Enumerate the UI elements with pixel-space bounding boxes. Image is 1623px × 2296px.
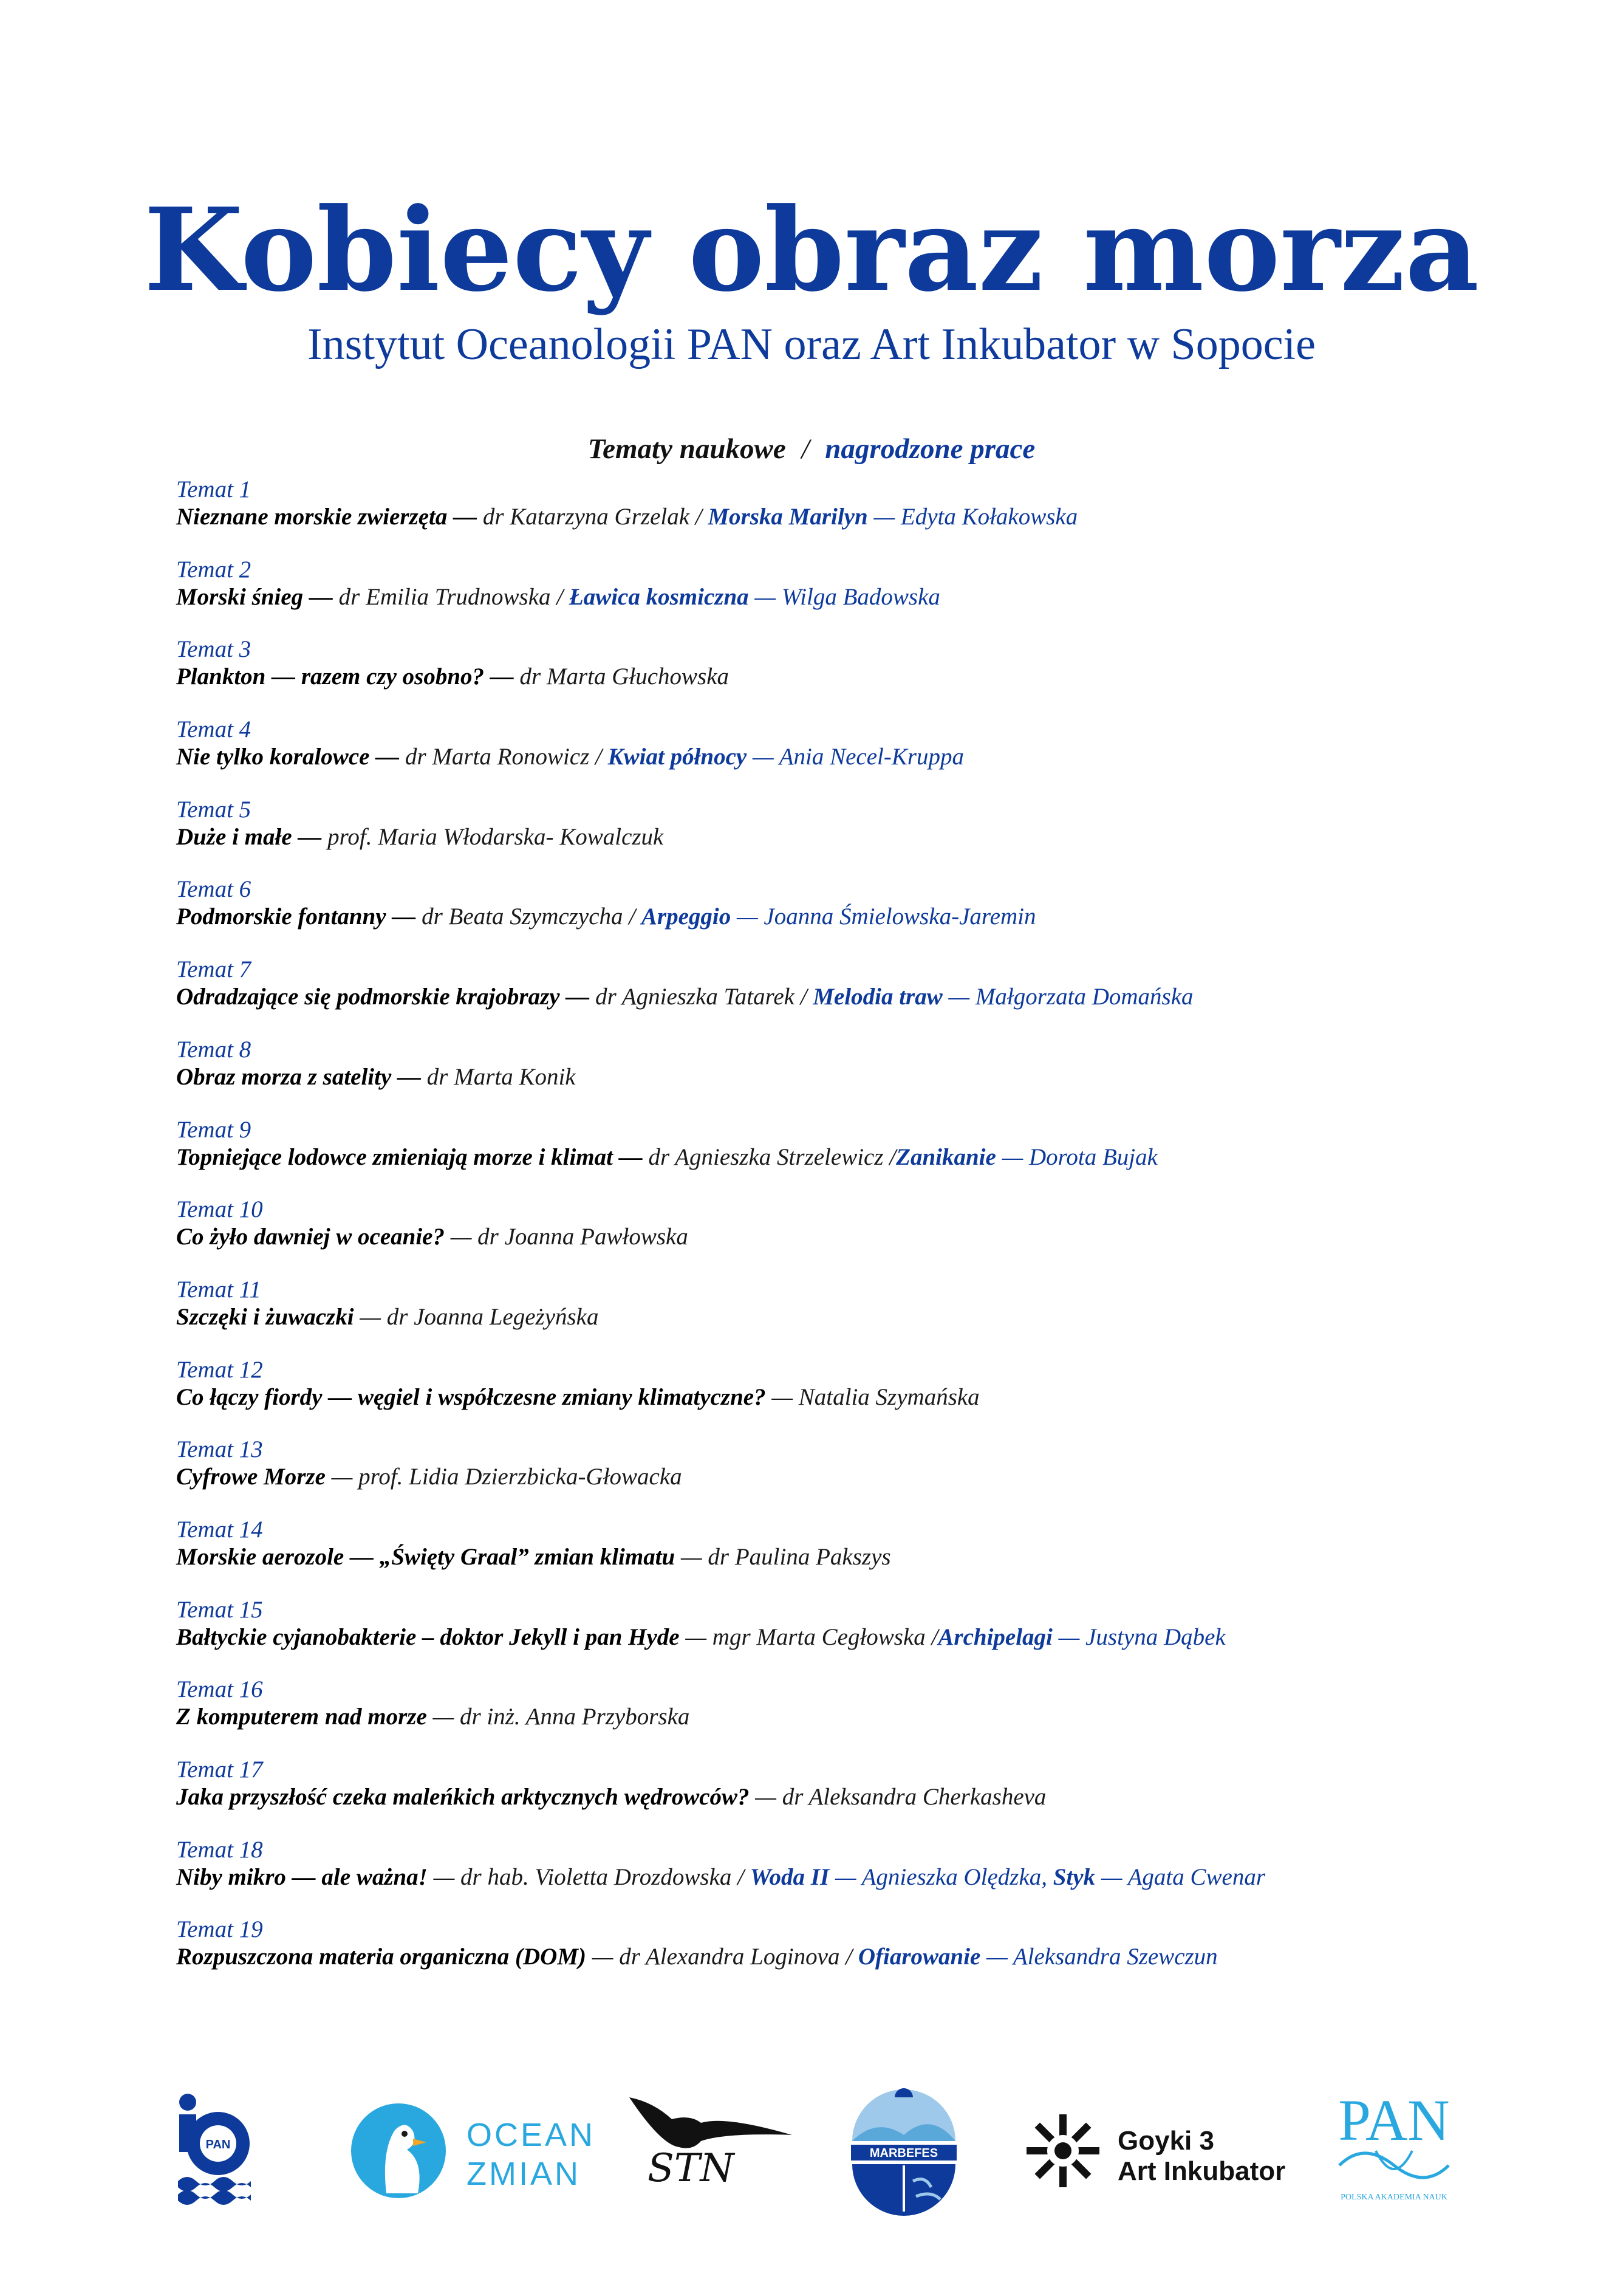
awarded-work — [938, 1624, 1225, 1650]
topic-item — [176, 1277, 1512, 1357]
topic-label: Temat 13 — [176, 1436, 263, 1463]
topic-author: — mgr Marta Cegłowska — [679, 1623, 926, 1650]
topic-label: Temat 9 — [176, 1116, 251, 1143]
topic-line — [176, 1063, 1512, 1091]
iopan-logo-text: PAN — [205, 2138, 231, 2151]
topic-author: dr Marta Ronowicz — [399, 744, 590, 770]
topic-label: Temat 3 — [176, 636, 251, 663]
stn-bird-logo — [626, 2090, 796, 2212]
topic-separator: / — [589, 744, 608, 770]
topic-label: Temat 18 — [176, 1836, 263, 1863]
topic-author: dr Marta Głuchowska — [513, 663, 729, 690]
topic-separator: / — [794, 984, 813, 1010]
awarded-work-title: Archipelagi — [938, 1623, 1053, 1650]
stn-logo-text: STN — [647, 2146, 734, 2191]
topic-line — [176, 1783, 1512, 1811]
ocean-zmian-logo — [351, 2090, 596, 2212]
topic-item — [176, 1117, 1512, 1197]
awarded-work — [750, 1864, 1265, 1890]
topic-line — [176, 1463, 1512, 1491]
awarded-work — [608, 744, 964, 770]
topic-label: Temat 7 — [176, 956, 251, 983]
pan-logo — [1327, 2090, 1461, 2212]
topic-item — [176, 1516, 1512, 1597]
iopan-logo — [172, 2090, 251, 2212]
topic-author: dr Agnieszka Tatarek — [589, 984, 794, 1010]
topic-line — [176, 743, 1512, 771]
topic-line — [176, 1543, 1512, 1571]
topic-title: Topniejące lodowce zmieniają morze i klimat — — [176, 1143, 643, 1170]
topic-title: Bałtyckie cyjanobakterie – doktor Jekyll i pan Hyde — [176, 1623, 680, 1650]
topic-label: Temat 19 — [176, 1916, 263, 1943]
goyki-logo-line2: Art Inkubator — [1118, 2156, 1286, 2186]
topic-item — [176, 1357, 1512, 1437]
topic-separator: / — [925, 1623, 938, 1650]
topic-title: Obraz morza z satelity — — [176, 1063, 422, 1090]
topic-label: Temat 6 — [176, 876, 251, 903]
awarded-work-title: Zanikanie — [896, 1143, 996, 1170]
topic-item — [176, 557, 1512, 637]
topic-author: dr Agnieszka Strzelewicz — [642, 1143, 884, 1170]
awarded-work-artist: — Wilga Badowska — [748, 583, 940, 610]
awarded-work-artist: — Dorota Bujak — [996, 1143, 1158, 1170]
topic-item — [176, 716, 1512, 797]
topic-line — [176, 583, 1512, 611]
awarded-work-title: Kwiat północy — [607, 744, 747, 770]
topic-line — [176, 1863, 1512, 1891]
topic-title: Nieznane morskie zwierzęta — — [176, 504, 477, 530]
topic-author: — prof. Lidia Dzierzbicka-Głowacka — [325, 1464, 682, 1490]
topic-line — [176, 1383, 1512, 1411]
topic-title: Jaka przyszłość czeka maleńkich arktycznych wędrowców? — [176, 1784, 750, 1810]
section-heading-left: Tematy naukowe — [587, 433, 786, 465]
topic-item — [176, 1837, 1512, 1917]
awarded-work-title: Woda II — [750, 1863, 830, 1890]
awarded-work-artist: — Ania Necel-Kruppa — [747, 744, 965, 770]
topic-label: Temat 14 — [176, 1516, 263, 1543]
topic-author: dr Katarzyna Grzelak — [477, 504, 690, 530]
topic-title: Duże i małe — — [176, 823, 322, 850]
awarded-work — [813, 984, 1193, 1010]
topic-item — [176, 1436, 1512, 1516]
topic-author: — dr Joanna Legeżyńska — [354, 1303, 599, 1330]
awarded-work — [896, 1144, 1158, 1170]
topic-line — [176, 1943, 1512, 1971]
page-subtitle: Instytut Oceanologii PAN oraz Art Inkubator w Sopocie — [307, 320, 1316, 369]
topic-label: Temat 2 — [176, 556, 251, 583]
topics-list — [176, 476, 1512, 1996]
topic-author: — dr hab. Violetta Drozdowska — [427, 1863, 732, 1890]
topic-separator: / — [623, 903, 641, 930]
topic-label: Temat 16 — [176, 1676, 263, 1703]
topic-title: Morskie aerozole — „Święty Graal” zmian klimatu — [176, 1543, 675, 1570]
section-heading — [0, 435, 1623, 464]
topic-item — [176, 956, 1512, 1037]
topic-title: Z komputerem nad morze — [176, 1704, 427, 1730]
topic-title: Cyfrowe Morze — [176, 1464, 326, 1490]
topic-label: Temat 12 — [176, 1356, 263, 1383]
topic-item — [176, 1196, 1512, 1277]
topic-author: — dr Aleksandra Cherkasheva — [749, 1784, 1047, 1810]
topic-line — [176, 1143, 1512, 1171]
topic-item — [176, 1037, 1512, 1117]
topic-label: Temat 15 — [176, 1596, 263, 1623]
topic-line — [176, 983, 1512, 1011]
topic-author: — dr Joanna Pawłowska — [445, 1224, 688, 1250]
awarded-work-title: Ławica kosmiczna — [569, 583, 749, 610]
topic-title: Podmorskie fontanny — — [176, 903, 416, 930]
topic-label: Temat 10 — [176, 1196, 263, 1223]
topic-author: — dr Alexandra Loginova — [586, 1944, 840, 1970]
ocean-logo-line1: OCEAN — [466, 2117, 596, 2153]
awarded-work-title: Styk — [1053, 1863, 1096, 1890]
topic-label: Temat 1 — [176, 476, 251, 502]
topic-line — [176, 903, 1512, 931]
topic-title: Szczęki i żuwaczki — [176, 1303, 354, 1330]
pan-logo-text: PAN — [1338, 2088, 1450, 2153]
section-heading-right: nagrodzone prace — [825, 433, 1036, 465]
awarded-work — [708, 504, 1078, 530]
topic-line — [176, 503, 1512, 531]
topic-line — [176, 1303, 1512, 1331]
awarded-work-artist: — Aleksandra Szewczun — [980, 1944, 1218, 1970]
marbefes-logo — [846, 2090, 962, 2212]
topic-label: Temat 5 — [176, 796, 251, 823]
topic-title: Morski śnieg — — [176, 583, 333, 610]
topic-title: Rozpuszczona materia organiczna (DOM) — [176, 1944, 587, 1970]
pan-logo-caption: POLSKA AKADEMIA NAUK — [1341, 2193, 1447, 2202]
topic-item — [176, 876, 1512, 956]
awarded-work — [569, 584, 940, 610]
topic-separator: / — [731, 1863, 750, 1890]
topic-label: Temat 11 — [176, 1276, 261, 1303]
topic-label: Temat 4 — [176, 716, 251, 743]
awarded-work-title: Morska Marilyn — [708, 504, 868, 530]
awarded-work-artist: — Małgorzata Domańska — [942, 984, 1194, 1010]
topic-title: Niby mikro — ale ważna! — [176, 1863, 428, 1890]
ocean-logo-line2: ZMIAN — [466, 2156, 581, 2192]
section-heading-separator: / — [801, 433, 810, 465]
topic-author: — dr Paulina Pakszys — [675, 1543, 891, 1570]
topic-separator: / — [839, 1944, 858, 1970]
topic-line — [176, 823, 1512, 851]
topic-title: Co żyło dawniej w oceanie? — [176, 1224, 445, 1250]
page-title: Kobiecy obraz morza — [143, 183, 1480, 317]
awarded-work-artist: — Justyna Dąbek — [1052, 1623, 1226, 1650]
topic-author: — dr inż. Anna Przyborska — [426, 1704, 690, 1730]
topic-line — [176, 1623, 1512, 1651]
topic-author: prof. Maria Włodarska- Kowalczuk — [321, 823, 664, 850]
topic-line — [176, 1223, 1512, 1251]
awarded-work-title: Arpeggio — [641, 903, 731, 930]
topic-author: dr Marta Konik — [421, 1063, 576, 1090]
awarded-work-artist: — Agnieszka Olędzka, — [829, 1863, 1053, 1890]
topic-separator: / — [689, 504, 708, 530]
topic-label: Temat 8 — [176, 1036, 251, 1063]
topic-title: Odradzające się podmorskie krajobrazy — — [176, 984, 590, 1010]
topic-separator: / — [883, 1143, 897, 1170]
topic-item — [176, 1676, 1512, 1756]
topic-item — [176, 476, 1512, 557]
topic-item — [176, 1756, 1512, 1837]
topic-title: Nie tylko koralowce — — [176, 744, 400, 770]
topic-line — [176, 663, 1512, 691]
topic-separator: / — [550, 583, 569, 610]
topic-author: dr Beata Szymczycha — [415, 903, 623, 930]
awarded-work-title: Ofiarowanie — [858, 1944, 981, 1970]
topic-title: Co łączy fiordy — węgiel i współczesne zmiany klimatyczne? — [176, 1383, 766, 1410]
goyki-logo — [1027, 2090, 1300, 2212]
awarded-work-artist: — Agata Cwenar — [1095, 1863, 1266, 1890]
topic-item — [176, 636, 1512, 716]
topic-item — [176, 797, 1512, 877]
topic-label: Temat 17 — [176, 1756, 263, 1783]
topic-item — [176, 1597, 1512, 1677]
marbefes-logo-text: MARBEFES — [869, 2147, 938, 2160]
topic-author: — Natalia Szymańska — [765, 1383, 980, 1410]
awarded-work-artist: — Joanna Śmielowska-Jaremin — [731, 903, 1036, 930]
goyki-logo-line1: Goyki 3 — [1118, 2126, 1214, 2156]
awarded-work-title: Melodia traw — [813, 984, 943, 1010]
awarded-work — [641, 903, 1036, 930]
awarded-work — [858, 1944, 1218, 1970]
topic-title: Plankton — razem czy osobno? — — [176, 663, 514, 690]
topic-author: dr Emilia Trudnowska — [332, 583, 551, 610]
topic-item — [176, 1916, 1512, 1996]
logo-bar — [0, 2090, 1623, 2212]
awarded-work-artist: — Edyta Kołakowska — [867, 504, 1078, 530]
topic-line — [176, 1703, 1512, 1731]
